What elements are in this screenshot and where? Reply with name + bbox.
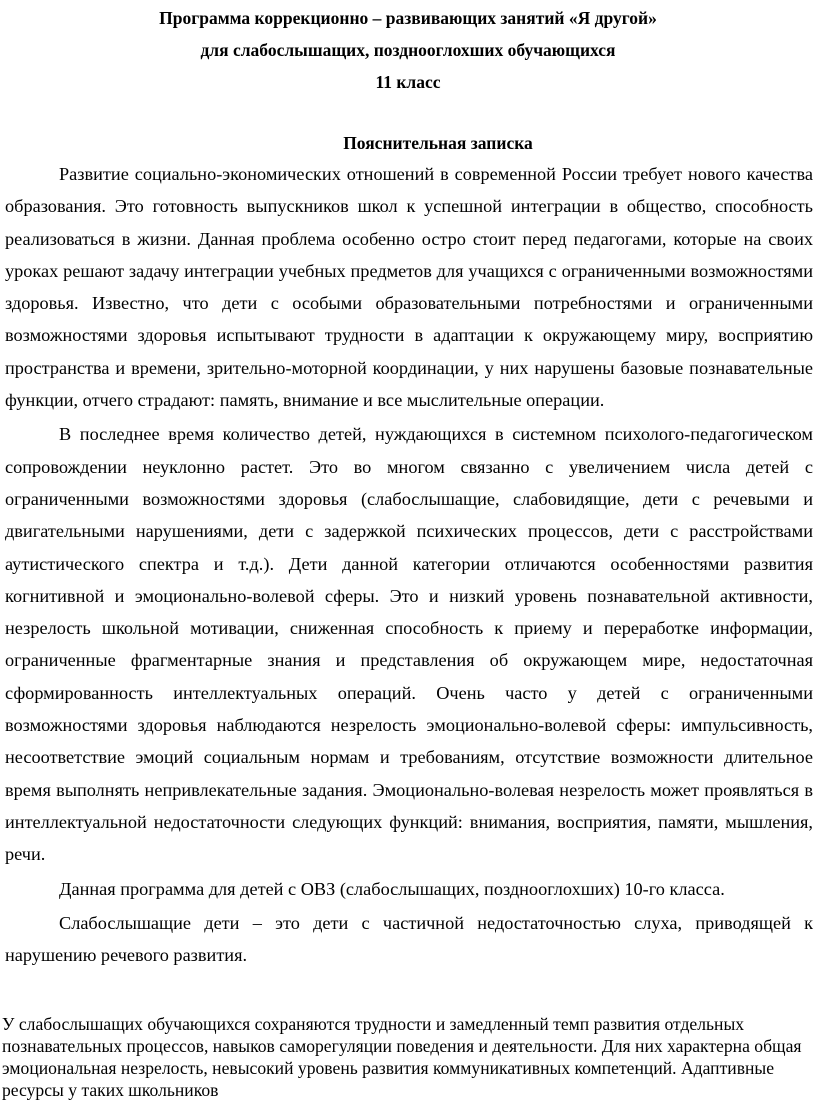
paragraph-recent-trends: В последнее время количество детей, нуждающихся в системном психолого-педагогическом сопровождении неуклонно растет. Это во многом связанно с увеличением числа детей с ограниченными возможностями здоровья (слабослышащие, слабовидящие, дети с речевыми и двигательными нарушениями, дети с задержкой психических процессов, дети с расстройствами аутистического спектра и т.д.). Дети данной категории отличаются особенностями развития когнитивной и эмоционально-волевой сферы. Это и низкий уровень познавательной активности, незрелость школьной мотивации, сниженная способность к приему и переработке информации, ограниченные фрагментарные знания и представления об окружающем мире, недостаточная сформированность интеллектуальных операций. Очень часто у детей с ограниченными возможностями здоровья наблюдаются незрелость эмоционально-волевой сферы: импульсивность, несоответствие эмоций социальным нормам и требованиям, отсутствие возможности длительное время выполнять непривлекательные задания. Эмоционально-волевая незрелость может проявляться в интеллектуальной недостаточности следующих функций: внимания, восприятия, памяти, мышления, речи.: [5, 424, 813, 865]
paragraph-program-scope: Данная программа для детей с ОВЗ (слабослышащих, позднооглохших) 10-го класса.: [59, 878, 725, 899]
document-title: [0, 2, 816, 98]
document-tail: [2, 1013, 814, 1101]
paragraph-definition: Слабослышащие дети – это дети с частичной недостаточностью слуха, приводящей к нарушению речевого развития.: [5, 912, 813, 966]
document-body: [5, 158, 813, 971]
title-line-1: Программа коррекционно – развивающих занятий «Я другой»: [159, 8, 657, 28]
title-line-2: для слабослышащих, позднооглохших обучающихся: [200, 40, 616, 60]
section-heading: Пояснительная записка: [343, 133, 533, 153]
paragraph-characteristics: У слабослышащих обучающихся сохраняются трудности и замедленный темп развития отдельных познавательных процессов, навыков саморегуляции поведения и деятельности. Для них характерна общая эмоциональная незрелость, невысокий уровень развития коммуникативных компетенций. Адаптивные ресурсы у таких школьников: [2, 1014, 802, 1100]
title-line-3: 11 класс: [375, 72, 441, 92]
paragraph-intro: Развитие социально-экономических отношений в современной России требует нового качества образования. Это готовность выпускников школ к успешной интеграции в общество, способность реализоваться в жизни. Данная проблема особенно остро стоит перед педагогами, которые на своих уроках решают задачу интеграции учебных предметов для учащихся с ограниченными возможностями здоровья. Известно, что дети с особыми образовательными потребностями и ограниченными возможностями здоровья испытывают трудности в адаптации к окружающему миру, восприятию пространства и времени, зрительно-моторной координации, у них нарушены базовые познавательные функции, отчего страдают: память, внимание и все мыслительные операции.: [5, 164, 813, 411]
